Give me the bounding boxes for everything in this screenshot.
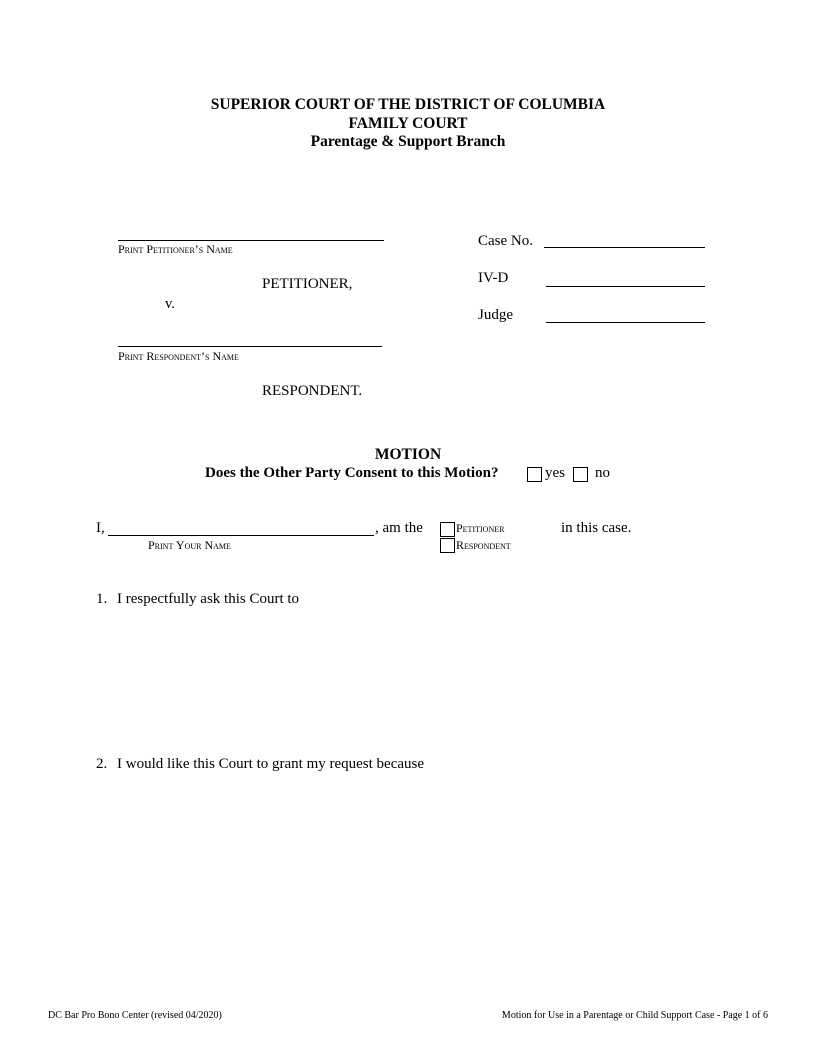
consent-question: Does the Other Party Consent to this Motion?	[205, 465, 499, 481]
item-2-text: I would like this Court to grant my request because	[117, 756, 425, 772]
petitioner-name-label: Print Petitioner’s Name	[118, 242, 233, 256]
petitioner-name-field[interactable]	[118, 240, 384, 241]
consent-yes-label: yes	[545, 465, 565, 481]
respondent-checkbox[interactable]	[440, 538, 455, 553]
petitioner-checkbox[interactable]	[440, 522, 455, 537]
your-name-label: Print Your Name	[148, 538, 231, 552]
judge-label: Judge	[478, 307, 513, 323]
respondent-option-label: Respondent	[456, 538, 511, 552]
branch-name: Parentage & Support Branch	[310, 133, 506, 150]
consent-no-label: no	[595, 465, 610, 481]
petitioner-role: PETITIONER,	[262, 276, 353, 292]
versus-label: v.	[165, 296, 175, 312]
case-no-field[interactable]	[544, 247, 705, 248]
footer-left: DC Bar Pro Bono Center (revised 04/2020)	[48, 1010, 222, 1021]
respondent-role: RESPONDENT.	[262, 383, 363, 399]
party-prefix: I,	[96, 520, 105, 536]
consent-no-checkbox[interactable]	[573, 467, 588, 482]
item-2-number: 2.	[96, 756, 108, 772]
judge-field[interactable]	[546, 322, 705, 323]
motion-title: MOTION	[374, 446, 442, 463]
court-name: SUPERIOR COURT OF THE DISTRICT OF COLUMBIA	[210, 96, 606, 113]
ivd-label: IV-D	[478, 270, 509, 286]
case-no-label: Case No.	[478, 233, 533, 249]
your-name-field[interactable]	[108, 535, 374, 536]
party-suffix: in this case.	[561, 520, 632, 536]
consent-yes-checkbox[interactable]	[527, 467, 542, 482]
item-1-number: 1.	[96, 591, 108, 607]
footer-right: Motion for Use in a Parentage or Child Support Case - Page 1 of 6	[501, 1010, 768, 1021]
division-name: FAMILY COURT	[348, 115, 468, 132]
petitioner-option-label: Petitioner	[456, 521, 505, 535]
item-1-text: I respectfully ask this Court to	[117, 591, 300, 607]
party-am-the: , am the	[375, 520, 423, 536]
respondent-name-label: Print Respondent’s Name	[118, 349, 239, 363]
respondent-name-field[interactable]	[118, 346, 382, 347]
ivd-field[interactable]	[546, 286, 705, 287]
